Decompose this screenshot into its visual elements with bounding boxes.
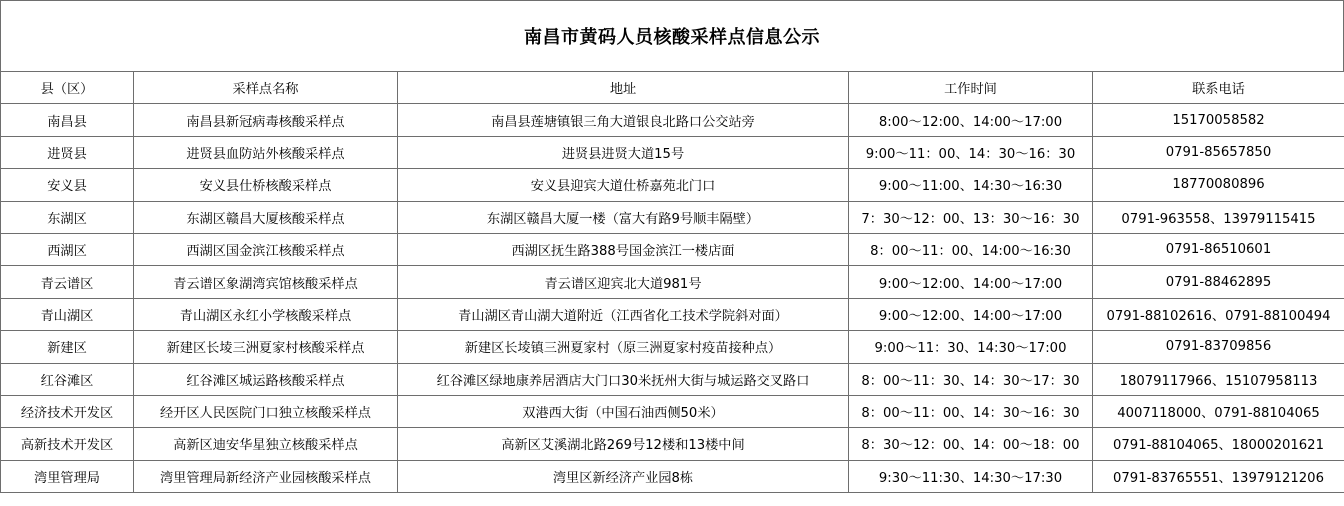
cell-address[interactable]: 红谷滩区绿地康养居酒店大门口30米抚州大街与城运路交叉路口 bbox=[398, 363, 849, 395]
cell-site-name[interactable]: 东湖区赣昌大厦核酸采样点 bbox=[134, 201, 398, 233]
cell-hours[interactable]: 8：00～11：30、14：30～17：30 bbox=[849, 363, 1093, 395]
sampling-sites-table bbox=[0, 71, 1344, 493]
header-hours[interactable]: 工作时间 bbox=[849, 72, 1093, 104]
cell-site-name[interactable]: 红谷滩区城运路核酸采样点 bbox=[134, 363, 398, 395]
cell-hours[interactable]: 8：00～11：00、14：30～16：30 bbox=[849, 395, 1093, 427]
cell-address[interactable]: 高新区艾溪湖北路269号12楼和13楼中间 bbox=[398, 428, 849, 460]
table-row bbox=[1, 169, 1344, 201]
cell-hours[interactable]: 8：00～11：00、14:00～16:30 bbox=[849, 233, 1093, 265]
cell-address[interactable]: 青山湖区青山湖大道附近（江西省化工技术学院斜对面） bbox=[398, 298, 849, 330]
cell-address[interactable]: 东湖区赣昌大厦一楼（富大有路9号顺丰隔壁） bbox=[398, 201, 849, 233]
table-row bbox=[1, 363, 1344, 395]
table-row bbox=[1, 331, 1344, 363]
table-row bbox=[1, 460, 1344, 492]
cell-hours[interactable]: 9:30～11:30、14:30～17:30 bbox=[849, 460, 1093, 492]
cell-district[interactable]: 新建区 bbox=[1, 331, 134, 363]
cell-phone[interactable]: 0791-88102616、0791-88100494 bbox=[1093, 298, 1344, 330]
cell-site-name[interactable]: 安义县仕桥核酸采样点 bbox=[134, 169, 398, 201]
cell-site-name[interactable]: 湾里管理局新经济产业园核酸采样点 bbox=[134, 460, 398, 492]
cell-phone[interactable]: 0791-85657850 bbox=[1093, 136, 1344, 168]
cell-hours[interactable]: 9:00～12:00、14:00～17:00 bbox=[849, 298, 1093, 330]
cell-site-name[interactable]: 青云谱区象湖湾宾馆核酸采样点 bbox=[134, 266, 398, 298]
cell-district[interactable]: 进贤县 bbox=[1, 136, 134, 168]
cell-phone[interactable]: 0791-83709856 bbox=[1093, 331, 1344, 363]
cell-address[interactable]: 进贤县进贤大道15号 bbox=[398, 136, 849, 168]
cell-site-name[interactable]: 高新区迪安华星独立核酸采样点 bbox=[134, 428, 398, 460]
table-row bbox=[1, 428, 1344, 460]
header-phone[interactable]: 联系电话 bbox=[1093, 72, 1344, 104]
cell-district[interactable]: 红谷滩区 bbox=[1, 363, 134, 395]
cell-district[interactable]: 青云谱区 bbox=[1, 266, 134, 298]
cell-hours[interactable]: 8:00～12:00、14:00～17:00 bbox=[849, 104, 1093, 136]
cell-hours[interactable]: 9:00～12:00、14:00～17:00 bbox=[849, 266, 1093, 298]
cell-district[interactable]: 经济技术开发区 bbox=[1, 395, 134, 427]
cell-address[interactable]: 双港西大街（中国石油西侧50米） bbox=[398, 395, 849, 427]
cell-site-name[interactable]: 进贤县血防站外核酸采样点 bbox=[134, 136, 398, 168]
table-row bbox=[1, 233, 1344, 265]
cell-hours[interactable]: 7：30～12：00、13：30～16：30 bbox=[849, 201, 1093, 233]
cell-address[interactable]: 新建区长堎镇三洲夏家村（原三洲夏家村疫苗接种点） bbox=[398, 331, 849, 363]
cell-site-name[interactable]: 青山湖区永红小学核酸采样点 bbox=[134, 298, 398, 330]
cell-address[interactable]: 西湖区抚生路388号国金滨江一楼店面 bbox=[398, 233, 849, 265]
cell-district[interactable]: 东湖区 bbox=[1, 201, 134, 233]
table-row bbox=[1, 104, 1344, 136]
cell-district[interactable]: 南昌县 bbox=[1, 104, 134, 136]
cell-district[interactable]: 青山湖区 bbox=[1, 298, 134, 330]
table-row bbox=[1, 395, 1344, 427]
cell-address[interactable]: 南昌县莲塘镇银三角大道银良北路口公交站旁 bbox=[398, 104, 849, 136]
cell-site-name[interactable]: 西湖区国金滨江核酸采样点 bbox=[134, 233, 398, 265]
cell-phone[interactable]: 4007118000、0791-88104065 bbox=[1093, 395, 1344, 427]
cell-phone[interactable]: 18079117966、15107958113 bbox=[1093, 363, 1344, 395]
table-row bbox=[1, 201, 1344, 233]
cell-district[interactable]: 安义县 bbox=[1, 169, 134, 201]
header-row bbox=[1, 72, 1344, 104]
table-row bbox=[1, 136, 1344, 168]
cell-address[interactable]: 湾里区新经济产业园8栋 bbox=[398, 460, 849, 492]
cell-phone[interactable]: 0791-88104065、18000201621 bbox=[1093, 428, 1344, 460]
cell-phone[interactable]: 0791-83765551、13979121206 bbox=[1093, 460, 1344, 492]
header-district[interactable]: 县（区） bbox=[1, 72, 134, 104]
cell-hours[interactable]: 8：30～12：00、14：00～18：00 bbox=[849, 428, 1093, 460]
cell-phone[interactable]: 18770080896 bbox=[1093, 169, 1344, 201]
cell-address[interactable]: 安义县迎宾大道仕桥嘉苑北门口 bbox=[398, 169, 849, 201]
sheet-title: 南昌市黄码人员核酸采样点信息公示 bbox=[0, 0, 1344, 71]
cell-district[interactable]: 高新技术开发区 bbox=[1, 428, 134, 460]
cell-district[interactable]: 湾里管理局 bbox=[1, 460, 134, 492]
cell-phone[interactable]: 0791-88462895 bbox=[1093, 266, 1344, 298]
cell-district[interactable]: 西湖区 bbox=[1, 233, 134, 265]
cell-phone[interactable]: 0791-963558、13979115415 bbox=[1093, 201, 1344, 233]
table-row bbox=[1, 266, 1344, 298]
cell-hours[interactable]: 9:00～11:00、14:30～16:30 bbox=[849, 169, 1093, 201]
cell-phone[interactable]: 0791-86510601 bbox=[1093, 233, 1344, 265]
cell-hours[interactable]: 9:00～11：00、14：30～16：30 bbox=[849, 136, 1093, 168]
cell-site-name[interactable]: 南昌县新冠病毒核酸采样点 bbox=[134, 104, 398, 136]
header-site-name[interactable]: 采样点名称 bbox=[134, 72, 398, 104]
table-row bbox=[1, 298, 1344, 330]
cell-site-name[interactable]: 经开区人民医院门口独立核酸采样点 bbox=[134, 395, 398, 427]
cell-site-name[interactable]: 新建区长堎三洲夏家村核酸采样点 bbox=[134, 331, 398, 363]
cell-phone[interactable]: 15170058582 bbox=[1093, 104, 1344, 136]
cell-address[interactable]: 青云谱区迎宾北大道981号 bbox=[398, 266, 849, 298]
cell-hours[interactable]: 9:00～11：30、14:30～17:00 bbox=[849, 331, 1093, 363]
header-address[interactable]: 地址 bbox=[398, 72, 849, 104]
